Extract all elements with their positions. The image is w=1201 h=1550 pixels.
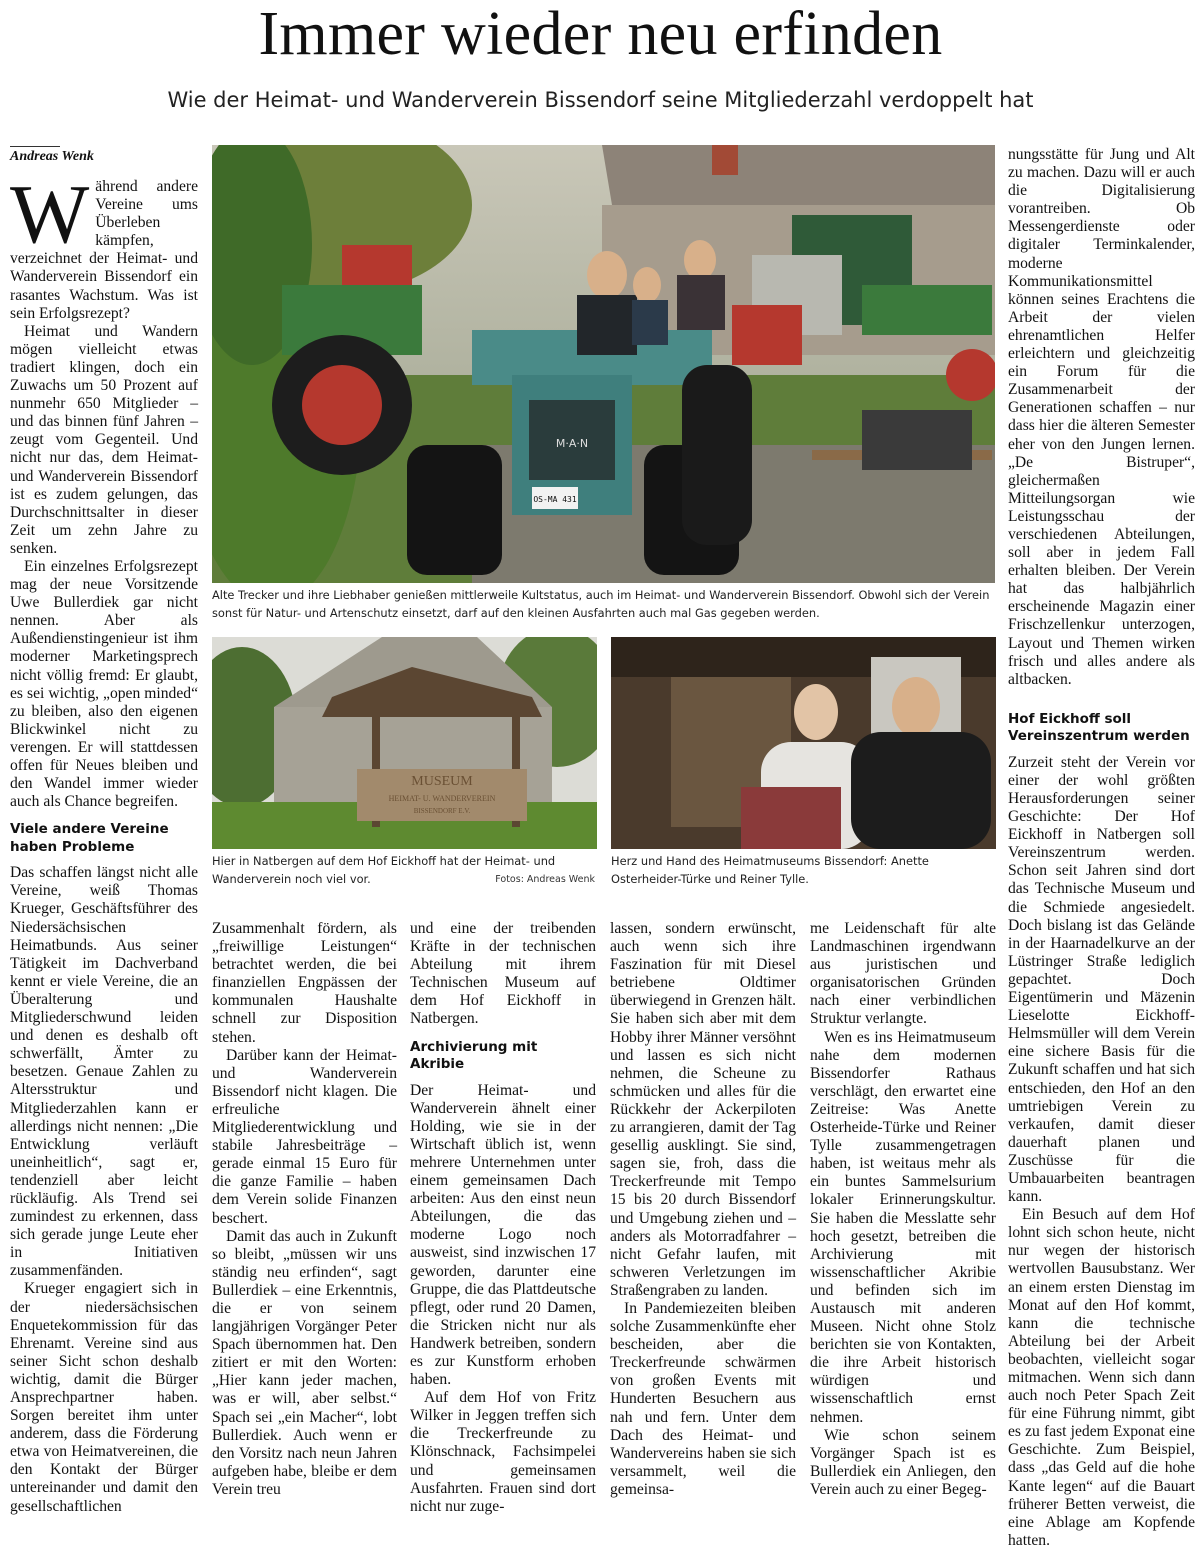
article-column-5 — [810, 920, 996, 1499]
paragraph: Zurzeit steht der Verein vor einer der wohl größten Herausforderungen seiner Geschichte: Der Hof Eickhoff in Natbergen soll Vereinszentrum werden. Schon seit Jahren sind dort das Technische Museum und die Schmiede angesiedelt. Doch bislang ist das Gelände in der Haarnadelkurve an der Lüstringer Straße lediglich gepachtet. Doch Eigentümerin und Mäzenin Lieselotte Eickhoff-Helmsmüller will dem Verein eine sichere Basis für die Zukunft schaffen und hat sich entschieden, den Hof an den umtriebigen Verein zu verkaufen, damit dieser dauerhaft planen und Zuschüsse für die Umbauarbeiten beantragen kann. — [1008, 753, 1195, 1206]
museum-building-image — [212, 637, 597, 849]
article-column-1 — [10, 168, 198, 1516]
article-column-4 — [610, 920, 796, 1499]
paragraph: In Pandemiezeiten bleiben solche Zusammenkünfte eher bescheiden, aber die Treckerfreunde schwärmen von großen Events mit Hunderten Besuchern aus nah und fern. Unter dem Dach des Heimat- und Wandervereins haben sie sich versammelt, weil die gemeinsa- — [610, 1299, 796, 1498]
photo-credit: Fotos: Andreas Wenk — [495, 874, 595, 885]
tractor-brand-text: M·A·N — [555, 437, 589, 450]
paragraph: nungsstätte für Jung und Alt zu machen. Dazu will er auch die Digitalisierung vorantreiben. Ob Messengerdienste oder digitaler Terminkalender, moderne Kommunikationsmittel können seines Erachtens die Arbeit der vielen ehrenamtlichen Helfer erleichtern und gleichzeitig ein Forum für die Zusammenarbeit der Generationen schaffen – nur dass hier die älteren Semester eher von den Jungen lernen. „De Bistruper“, gleichermaßen Mitteilungsorgan wie Leistungsschau der verschiedenen Abteilungen, soll aber in jedem Fall erhalten bleiben. Der Verein hat das halbjährlich erscheinende Magazin einer Frischzellenkur unterzogen, Layout und Themen wirken frisch und alles andere als altbacken. — [1008, 146, 1195, 688]
museum-sign-line-2: HEIMAT- U. WANDERVEREIN — [388, 794, 496, 803]
license-plate-text: OS-MA 431 — [533, 495, 577, 504]
paragraph: Wen es ins Heimatmuseum nahe dem modernen Bissendorfer Rathaus verschlägt, den erwartet eine Zeitreise: Was Anette Osterheide-Türke und Reiner Tylle zusammengetragen haben, ist weitaus mehr als ein buntes Sammelsurium lokaler Erinnerungskultur. Sie haben die Messlatte sehr hoch gesetzt, betreiben die Archivierung mit wissenschaftlicher Akribie und befinden sich im Austausch mit anderen Museen. Nicht ohne Stolz berichten sie von Kontakten, die ihre Arbeit historisch würdigen und wissenschaftlich ernst nehmen. — [810, 1028, 996, 1426]
paragraph: Während andere Vereine ums Überleben kämpfen, verzeichnet der Heimat- und Wanderverein Bissendorf ein rasantes Wachstum. Was ist sein Erfolgsrezept? — [10, 168, 198, 322]
photo-museum — [212, 637, 597, 849]
paragraph: Wie schon seinem Vorgänger Spach ist es Bullerdiek ein Anliegen, den Verein auch zu einer Begeg- — [810, 1426, 996, 1498]
museum-sign-line-3: BISSENDORF E.V. — [413, 807, 471, 815]
paragraph: Ein Besuch auf dem Hof lohnt sich schon heute, nicht nur wegen der historisch wertvollen Bausubstanz. Wer an einem ersten Dienstag im Monat auf den Hof kommt, kann die technische Abteilung bei der Arbeit beobachten, vielleicht sogar mitmachen. Wenn sich dann auch noch Peter Spach Zeit für eine Führung nimmt, gibt es zu fast jedem Exponat eine Geschichte. Zum Beispiel, dass „das Geld auf die hohe Kante legen“ auf die Bauart früherer Betten verweist, die eine Ablage am Kopfende hatten. — [1008, 1206, 1195, 1549]
paragraph: Damit das auch in Zukunft so bleibt, „müssen wir uns ständig neu erfinden“, sagt Bullerdiek – eine Erkenntnis, die er von seinem langjährigen Vorgänger Peter Spach übernommen hat. Den zitiert er mit den Worten: „Hier kann jeder machen, was er will, aber selbst.“ Spach sei „ein Macher“, lobt Bullerdiek. Auch wenn er den Vorsitz nach neun Jahren aufgeben habe, bleibe er dem Verein treu — [212, 1227, 397, 1498]
paragraph: Auf dem Hof von Fritz Wilker in Jeggen treffen sich die Treckerfreunde zu Klönschnack, Fachsimpelei und gemeinsamen Ausfahrten. Frauen sind dort nicht nur zuge- — [410, 1389, 596, 1515]
museum-sign-title: MUSEUM — [411, 774, 473, 789]
section-heading: Viele andere Vereine haben Probleme — [10, 821, 169, 855]
paragraph: lassen, sondern erwünscht, auch wenn sich ihre Faszination für mit Diesel betriebene Oldtimer überwiegend in Grenzen hält. Sie haben sich aber mit dem Hobby ihrer Männer versöhnt und lassen es sich nicht nehmen, die Scheune zu schmücken und alles für die Rückkehr der Ackerpiloten zu arrangieren, damit der Tag gesellig ausklingt. Sie sind, sagen sie, froh, dass die Treckerfreunde mit Tempo 15 bis 20 durch Bissendorf und Umgebung ziehen und – anders als Motorradfahrer – nicht Gefahr laufen, mit schweren Verletzungen im Straßengraben zu landen. — [610, 920, 796, 1299]
section-heading: Hof Eickhoff soll Vereinszentrum werden — [1008, 710, 1190, 745]
paragraph: Krueger engagiert sich in der niedersächsischen Enquetekommission für das Ehrenamt. Vereine sind aus seiner Sicht schon deshalb wichtig, damit die Bürger Ansprechpartner haben. Sorgen bereitet ihm unter anderem, dass die Förderung etwa von Heimatvereinen, die den Kontakt der Bürger untereinander und damit den gesellschaftlichen — [10, 1280, 198, 1515]
paragraph: Das schaffen längst nicht alle Vereine, weiß Thomas Krueger, Geschäftsführer des Niedersächsischen Heimatbunds. Aus seiner Tätigkeit im Dachverband kennt er viele Vereine, die an Überalterung und Mitgliederschwund leiden und denen es deshalb oft schwerfällt, Ämter zu besetzen. Genaue Zahlen zu Altersstruktur und Mitgliederzahlen kann er allerdings nicht nennen: „Die Entwicklung verläuft uneinheitlich“, sagt er, tendenziell aber leicht rückläufig. Als Trend sei zumindest zu erkennen, dass sich gerade junge Leute eher in Initiativen zusammenfänden. — [10, 864, 198, 1280]
photo-tractors — [212, 145, 995, 583]
paragraph: me Leidenschaft für alte Landmaschinen irgendwann aus juristischen und organisatorischen Gründen nach einer verbindlichen Struktur verlangte. — [810, 920, 996, 1028]
section-heading: Archivierung mit Akribie — [410, 1038, 538, 1073]
museum-interior-image — [611, 637, 996, 849]
paragraph: Zusammenhalt fördern, als „freiwillige Leistungen“ betrachtet werden, die bei finanziellen Engpässen der kommunalen Haushalte schnell zur Disposition stehen. — [212, 920, 397, 1046]
subheadline: Wie der Heimat- und Wanderverein Bissendorf seine Mitgliederzahl verdoppelt hat — [167, 88, 1034, 112]
article-column-2 — [212, 920, 397, 1499]
author-rule — [10, 146, 60, 147]
caption-museum: Hier in Natbergen auf dem Hof Eickhoff hat der Heimat- und Wanderverein noch viel vor. — [212, 854, 556, 886]
headline: Immer wieder neu erfinden — [258, 0, 943, 68]
photo-people — [611, 637, 996, 849]
paragraph: Der Heimat- und Wanderverein ähnelt einer Holding, wie sie in der Wirtschaft üblich ist, wenn mehrere Unternehmen unter einem gemeinsamen Dach arbeiten: Aus den einst neun Abteilungen, die das moderne Logo noch ausweist, sind inzwischen 17 geworden, darunter eine Gruppe, die das Plattdeutsche pflegt, oder rund 20 Damen, die Stricken nicht nur als Handwerk betreiben, sondern es zur Kunstform erhoben haben. — [410, 1081, 596, 1389]
caption-main: Alte Trecker und ihre Liebhaber genießen mittlerweile Kultstatus, auch im Heimat- und Wanderverein Bissendorf. Obwohl sich der Verein sonst für Natur- und Artenschutz einsetzt, darf auf den kleinen Ausfahrten auch mal Gas gegeben werden. — [212, 588, 990, 620]
author-byline: Andreas Wenk — [10, 149, 94, 164]
caption-people: Herz und Hand des Heimatmuseums Bissendorf: Anette Osterheider-Türke und Reiner Tylle. — [611, 854, 929, 886]
drop-cap: W — [10, 168, 90, 261]
paragraph: Ein einzelnes Erfolgsrezept mag der neue Vorsitzende Uwe Bullerdiek gar nicht nennen. Aber als Außendienstingenieur ist ihm moderner Marketingsprech nicht völlig fremd: Er glaubt, es sei wichtig, „open minded“ zu bleiben, also den eigenen Blickwinkel nicht zu verengen. Er will stattdessen offen für Neues bleiben und den Wandel immer wieder auch als Chance begreifen. — [10, 557, 198, 811]
paragraph: Darüber kann der Heimat- und Wanderverein Bissendorf nicht klagen. Die erfreuliche Mitgliederentwicklung und stabile Jahresbeiträge – gerade einmal 15 Euro für die ganze Familie – haben dem Verein solide Finanzen beschert. — [212, 1046, 397, 1227]
paragraph: Heimat und Wandern mögen vielleicht etwas tradiert klingen, doch ein Zuwachs um 50 Prozent auf nunmehr 650 Mitglieder – und das binnen fünf Jahren – zeugt vom Gegenteil. Und nicht nur das, dem Heimat- und Wanderverein Bissendorf ist es zudem gelungen, das Durchschnittsalter in dieser Zeit um zehn Jahre zu senken. — [10, 322, 198, 557]
paragraph: und eine der treibenden Kräfte in der technischen Abteilung mit ihrem Technischen Museum auf dem Hof Eickhoff in Natbergen. — [410, 920, 596, 1028]
tractor-scene-image — [212, 145, 995, 583]
article-column-6 — [1008, 146, 1195, 1550]
article-column-3 — [410, 920, 596, 1516]
